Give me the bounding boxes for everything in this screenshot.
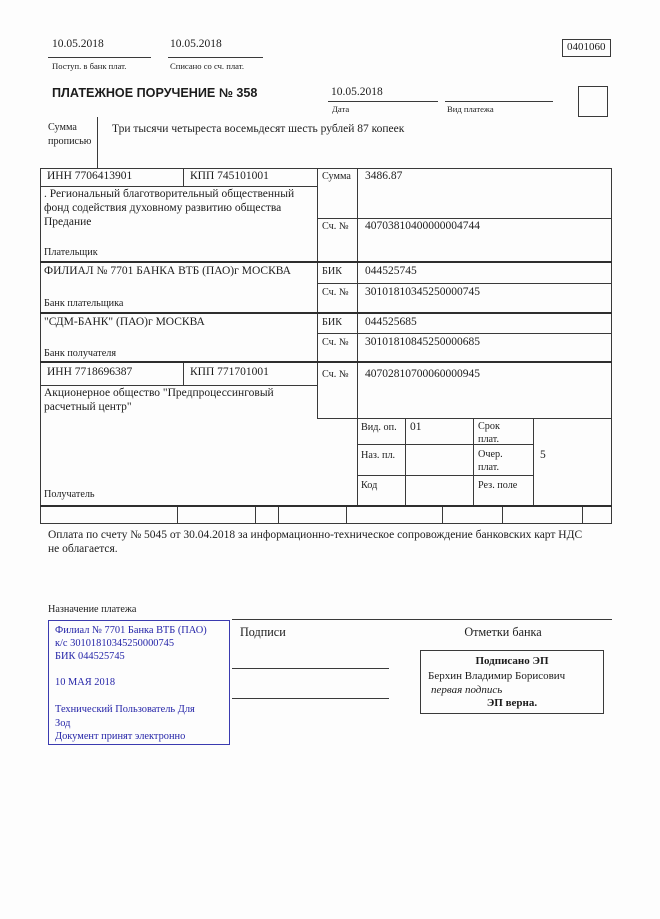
payee-inn-row-bottom xyxy=(40,385,317,386)
payer-bank-account: 30101810345250000745 xyxy=(365,286,480,298)
esignature-sub-label: первая подпись xyxy=(431,684,503,696)
payee-inn: ИНН 7718696387 xyxy=(47,366,133,378)
signatures-label: Подписи xyxy=(240,625,286,639)
bank-stamp-corr-account: к/с 30101810345250000745 xyxy=(55,638,175,650)
signature-line-1 xyxy=(232,668,389,669)
payee-name: Акционерное общество "Предпроцессинговый расчетный центр" xyxy=(44,387,274,413)
table-left-border xyxy=(40,168,41,505)
received-in-bank-date: 10.05.2018 xyxy=(52,38,104,50)
payer-kpp: КПП 745101001 xyxy=(190,170,269,182)
bank-stamp-accepted: Документ принят электронно xyxy=(55,730,186,742)
payee-bank-account-label: Сч. № xyxy=(322,337,349,348)
form-number: 0401060 xyxy=(567,41,606,53)
bank-stamp-bik: БИК 044525745 xyxy=(55,651,125,663)
debited-date: 10.05.2018 xyxy=(170,38,222,50)
op-type-label: Вид. оп. xyxy=(361,422,397,433)
payment-type-box xyxy=(578,86,608,117)
payee-bank-name: "СДМ-БАНК" (ПАО)г МОСКВА xyxy=(44,316,205,328)
signature-line-2 xyxy=(232,698,389,699)
payer-name: . Региональный благотворительный общественный фонд содействия духовному развитию общества Предание xyxy=(44,188,295,228)
tax-field-cell xyxy=(443,507,503,523)
payee-account-label: Сч. № xyxy=(322,369,349,380)
tax-field-cell xyxy=(503,507,583,523)
tax-field-cell xyxy=(279,507,348,523)
debited-date-underline xyxy=(168,57,263,58)
table-top-border xyxy=(40,168,612,169)
document-date: 10.05.2018 xyxy=(331,86,383,98)
tax-field-cell xyxy=(40,507,178,523)
inn-kpp-divider-payee xyxy=(183,362,184,385)
form-number-box xyxy=(562,39,611,57)
bank-stamp-date: 10 МАЯ 2018 xyxy=(55,677,116,689)
reserve-field-label: Рез. поле xyxy=(478,480,518,491)
date-label: Дата xyxy=(332,104,350,114)
term-col-right-line xyxy=(533,418,534,505)
sum-account-divider xyxy=(317,218,612,219)
payer-bank-bik-label: БИК xyxy=(322,266,343,277)
sum-value: 3486.87 xyxy=(365,170,403,182)
payer-bank-bik: 044525745 xyxy=(365,265,417,277)
op-type-value: 01 xyxy=(410,421,422,433)
term-col-left-line xyxy=(473,418,474,505)
payee-bank-account: 30101810845250000685 xyxy=(365,336,480,348)
bank-stamp-bank-name: Филиал № 7701 Банка ВТБ (ПАО) xyxy=(55,625,207,636)
tax-field-cell xyxy=(256,507,279,523)
code-label: Код xyxy=(361,480,378,491)
amount-words-label: Сумма прописью xyxy=(48,122,92,147)
payer-bank-account-label: Сч. № xyxy=(322,287,349,298)
received-in-bank-label: Поступ. в банк плат. xyxy=(52,61,127,71)
received-date-underline xyxy=(48,57,151,58)
payer-bank-name: ФИЛИАЛ № 7701 БАНКА ВТБ (ПАО)г МОСКВА xyxy=(44,265,291,277)
purpose-code-label: Наз. пл. xyxy=(361,450,396,461)
op-row2-divider xyxy=(357,475,533,476)
payee-section-label: Получатель xyxy=(44,489,95,500)
payee-bank-section-label: Банк получателя xyxy=(44,348,117,359)
payeebank-bik-account-divider xyxy=(317,333,612,334)
payment-purpose-text: Оплата по счету № 5045 от 30.04.2018 за информационно-техническое сопровождение банковских карт НДС не облагается. xyxy=(48,529,583,555)
document-title: ПЛАТЕЖНОЕ ПОРУЧЕНИЕ № 358 xyxy=(52,86,258,100)
order-label: Очер. плат. xyxy=(478,449,503,474)
payer-inn: ИНН 7706413901 xyxy=(47,170,133,182)
op-block-top xyxy=(317,418,612,419)
bank-marks-label: Отметки банка xyxy=(464,625,542,639)
amount-words-divider xyxy=(97,117,98,168)
debited-label: Списано со сч. плат. xyxy=(170,61,244,71)
tax-field-cell xyxy=(178,507,256,523)
bank-stamp-user-line2: Зод xyxy=(55,717,71,729)
payer-account: 40703810400000004744 xyxy=(365,220,480,232)
esignature-verified-label: ЭП верна. xyxy=(486,697,538,709)
payer-bank-section-label: Банк плательщика xyxy=(44,298,124,309)
payer-section-label: Плательщик xyxy=(44,247,98,258)
payer-account-label: Сч. № xyxy=(322,221,349,232)
signatures-top-line xyxy=(232,619,612,620)
payee-kpp: КПП 771701001 xyxy=(190,366,269,378)
esignature-stamp xyxy=(420,650,604,714)
sum-label: Сумма xyxy=(322,171,351,182)
tax-field-cell xyxy=(583,507,612,523)
esignature-title: Подписано ЭП xyxy=(475,655,549,667)
payer-section-bottom xyxy=(40,261,612,263)
payee-account: 40702810700060000945 xyxy=(365,368,480,380)
date-underline xyxy=(328,101,438,102)
payment-type-label: Вид платежа xyxy=(447,104,494,114)
tax-field-cell xyxy=(347,507,443,523)
payment-purpose-label: Назначение платежа xyxy=(48,604,137,615)
label-col-left-line xyxy=(317,168,318,418)
payeebank-section-bottom xyxy=(40,361,612,363)
payee-bank-bik: 044525685 xyxy=(365,316,417,328)
bank-stamp xyxy=(48,620,230,745)
op-value-divider xyxy=(405,418,406,505)
tax-fields-row xyxy=(40,507,612,524)
payerbank-bik-account-divider xyxy=(317,283,612,284)
esignature-signer-name: Берхин Владимир Борисович xyxy=(428,670,566,682)
payment-type-underline xyxy=(445,101,553,102)
payer-inn-row-bottom xyxy=(40,186,317,187)
bank-stamp-user-line1: Технический Пользователь Для xyxy=(55,704,195,716)
payee-bank-bik-label: БИК xyxy=(322,317,343,328)
order-value: 5 xyxy=(540,449,546,461)
payerbank-section-bottom xyxy=(40,312,612,314)
amount-words-value: Три тысячи четыреста восемьдесят шесть рублей 87 копеек xyxy=(112,123,405,135)
term-label: Срок плат. xyxy=(478,421,500,446)
inn-kpp-divider-payer xyxy=(183,168,184,186)
